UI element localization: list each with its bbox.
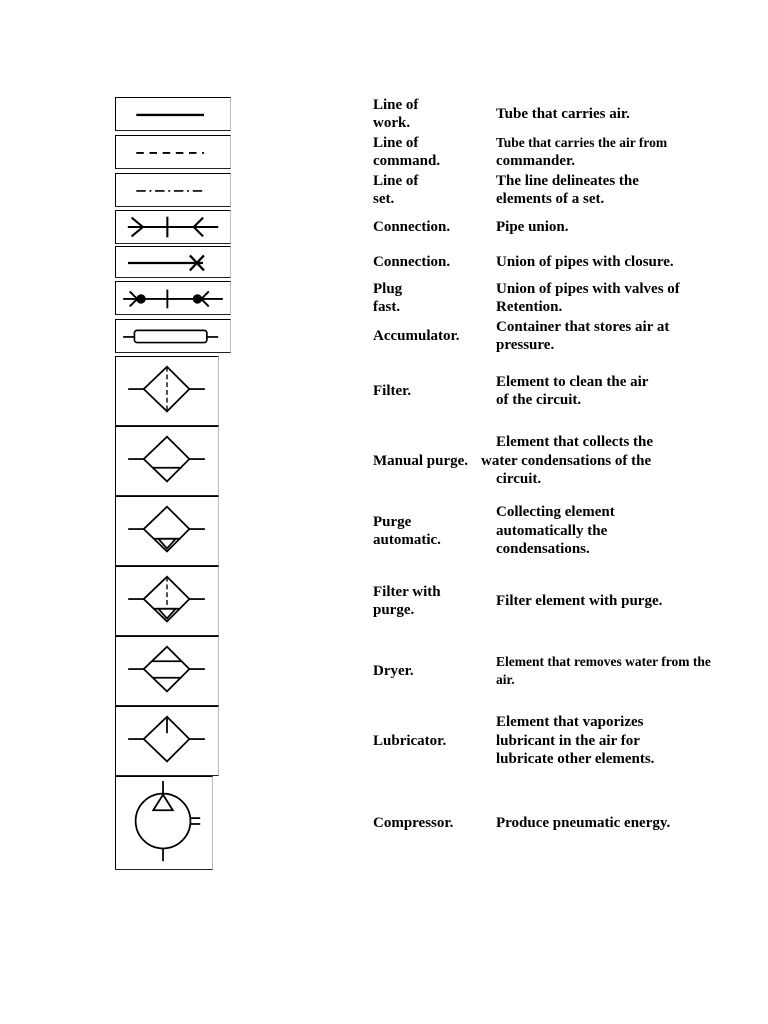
symbol-name: Plug fast. xyxy=(373,280,403,315)
symbol-description-line: water condensations of the xyxy=(481,452,652,469)
lubricator-icon xyxy=(115,706,219,776)
symbol-description: Produce pneumatic energy. xyxy=(496,814,671,831)
quick-plug-icon xyxy=(115,281,231,315)
manual-purge-icon xyxy=(115,426,219,496)
symbol-row-accumulator xyxy=(0,318,768,354)
symbol-row-automatic-purge xyxy=(0,496,768,566)
symbol-row-filter xyxy=(0,356,768,426)
symbol-description-line: Element that collects the xyxy=(496,434,654,450)
filter-icon xyxy=(115,356,219,426)
work-line-icon xyxy=(115,97,231,131)
symbol-row-connection xyxy=(0,209,768,245)
symbol-description: Element that vaporizes lubricant in the air for lubricate other elements. xyxy=(496,714,655,768)
compressor-icon xyxy=(115,776,213,870)
symbol-name: Filter with purge. xyxy=(373,583,441,618)
symbol-name: Line of command. xyxy=(373,134,441,169)
symbol-description: Union of pipes with valves of Retention. xyxy=(496,280,680,315)
command-line-icon xyxy=(115,135,231,169)
symbol-name: Manual purge. xyxy=(373,453,469,469)
symbol-row-lubricator xyxy=(0,706,768,776)
symbol-name: Line of work. xyxy=(373,96,419,131)
filter-with-purge-icon xyxy=(115,566,219,636)
connection-icon xyxy=(115,210,231,244)
symbol-name: Purge automatic. xyxy=(373,513,441,548)
symbol-row-command-line xyxy=(0,134,768,170)
symbol-row-closed-connection xyxy=(0,245,768,279)
symbol-name: Line of set. xyxy=(373,172,419,207)
symbol-description: Element that removes water from the air. xyxy=(496,653,711,687)
symbol-description: Filter element with purge. xyxy=(496,592,663,609)
symbol-name: Filter. xyxy=(373,382,412,399)
symbol-name: Dryer. xyxy=(373,662,414,679)
symbol-description: Pipe union. xyxy=(496,218,569,235)
symbol-description: Container that stores air at pressure. xyxy=(496,318,670,353)
symbol-name: Connection. xyxy=(373,218,451,235)
symbol-name: Compressor. xyxy=(373,814,454,831)
symbol-description: The line delineates the elements of a set. xyxy=(496,172,639,207)
symbol-row-compressor xyxy=(0,776,768,870)
symbol-row-work-line xyxy=(0,96,768,132)
symbol-description xyxy=(481,433,681,489)
automatic-purge-icon xyxy=(115,496,219,566)
symbol-name: Connection. xyxy=(373,253,451,270)
symbol-name: Accumulator. xyxy=(373,327,460,344)
set-line-icon xyxy=(115,173,231,207)
symbol-description: Union of pipes with closure. xyxy=(496,253,674,270)
symbol-description: Collecting element automatically the condensations. xyxy=(496,504,615,558)
symbol-row-set-line xyxy=(0,172,768,208)
symbol-name: Lubricator. xyxy=(373,732,447,749)
symbol-description-line: circuit. xyxy=(496,471,542,487)
symbol-row-quick-plug xyxy=(0,280,768,316)
symbol-description: Element to clean the air of the circuit. xyxy=(496,373,649,408)
accumulator-icon xyxy=(115,319,231,353)
dryer-icon xyxy=(115,636,219,706)
closed-connection-icon xyxy=(115,246,231,278)
symbol-description: Tube that carries air. xyxy=(496,105,630,122)
symbol-row-dryer xyxy=(0,636,768,706)
symbol-description-line: commander. xyxy=(496,153,576,169)
symbol-description-line: Tube that carries the air from xyxy=(496,134,668,150)
symbol-row-filter-with-purge xyxy=(0,566,768,636)
